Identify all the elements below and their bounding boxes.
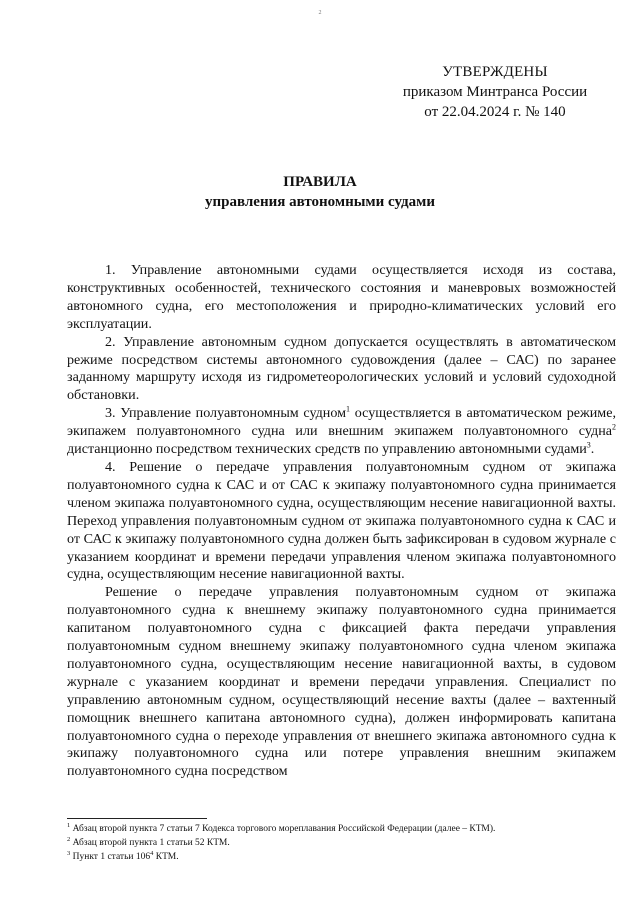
approval-date-line: от 22.04.2024 г. № 140 [424,104,566,120]
approval-order-line: приказом Минтранса России [402,84,588,100]
document-heading [0,172,640,212]
footnote-ref-3[interactable]: 3 [586,440,591,450]
footnote-3: $^3$ Пункт 1 статьи $106^4$ КТМ. [67,849,179,862]
approval-title: УТВЕРЖДЕНЫ [442,64,548,80]
paragraph-3: 3. Управление полуавтономным судном$^1$ осуществляется в автоматическом режиме, экипажем полуавтономного судна или внешним экипажем полуавтономного судна$^2$ дистанционно посредством технических средств по управлению автономными судами$^3$. [67,404,616,458]
footnote-1: $^1$ Абзац второй пункта 7 статьи 7 Кодекса торгового мореплавания Российской Федерации (далее – КТМ). [67,821,496,834]
document-body [67,262,616,781]
document-subtitle: управления автономными судами [204,194,435,210]
footnote-divider [67,818,207,819]
paragraph-2: 2. Управление автономным судном допускается осуществлять в автоматическом режиме посредством системы автономного судовождения (далее – САС) по заранее заданному маршруту исходя из гидрометеорологических условий и условий судоходной обстановки. [67,333,616,404]
footnote-ref-2[interactable]: 2 [612,422,616,432]
page-number: 2 [318,10,322,16]
document-title: ПРАВИЛА [283,174,357,190]
footnote-ref-1[interactable]: 1 [346,404,351,414]
footnote-2: $^2$ Абзац второй пункта 1 статьи 52 КТМ. [67,835,230,848]
paragraph-5: Решение о передаче управления полуавтономным судном от экипажа полуавтономного судна к внешнему экипажу полуавтономного судна принимается капитаном полуавтономного судна с фиксацией факта передачи управления полуавтономным судном внешнему экипажу полуавтономного судна членом экипажа полуавтономного судна, осуществляющим несение навигационной вахты, в судовом журнале с указанием координат и времени передачи управления. Специалист по управлению автономным судном, осуществляющий несение вахты (далее – вахтенный помощник внешнего капитана автономного судна), должен информировать капитана полуавтономного судна о переходе управления от внешнего экипажа автономного судна к экипажу полуавтономного судна или потере управления внешним экипажем полуавтономного судна посредством [67,584,616,780]
footnotes [67,822,616,864]
approval-stamp [390,62,600,122]
paragraph-1: 1. Управление автономными судами осуществляется исходя из состава, конструктивных особенностей, технического состояния и маневровых возможностей автономного судна, его местоположения и природно-климатических условий его эксплуатации. [67,262,616,332]
paragraph-4: 4. Решение о передаче управления полуавтономным судном от экипажа полуавтономного судна к САС и от САС к экипажу полуавтономного судна принимается членом экипажа полуавтономного судна, осуществляющим несение навигационной вахты. Переход управления полуавтономным судном от экипажа полуавтономного судна к САС и от САС к экипажу полуавтономного судна должен быть зафиксирован в судовом журнале с указанием координат и времени передачи управления членом экипажа полуавтономного судна, осуществляющим несение навигационной вахты. [67,458,616,583]
